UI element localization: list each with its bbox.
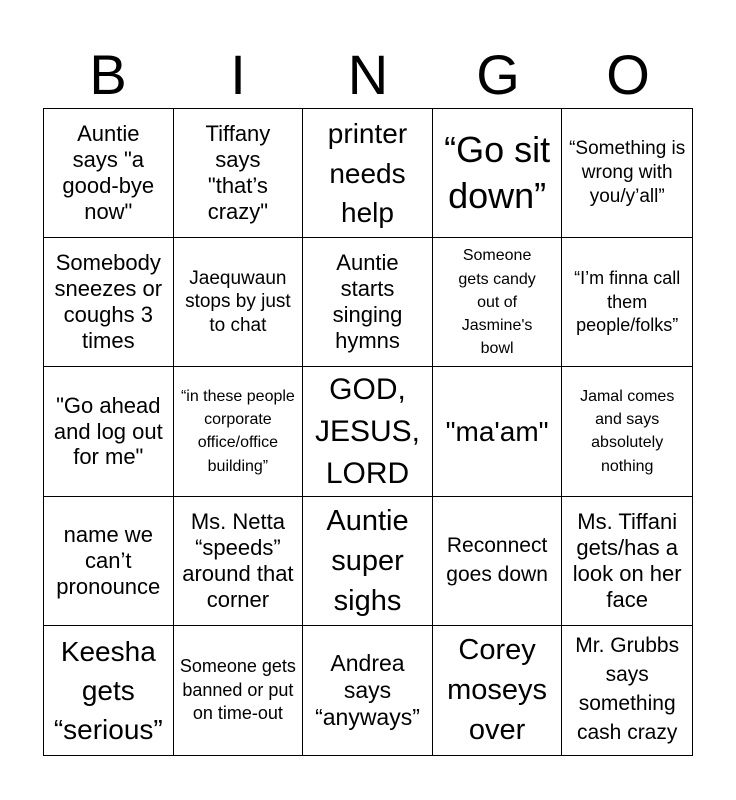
bingo-cell-r1-c1[interactable] — [44, 109, 174, 238]
bingo-cell-text: GOD, JESUS, LORD — [314, 372, 420, 490]
bingo-cell-r3-c2[interactable] — [174, 367, 304, 496]
bingo-cell-r4-c4[interactable] — [433, 497, 563, 626]
header-letter-o: O — [606, 43, 650, 106]
bingo-cell-text: Keesha gets “serious” — [53, 635, 163, 745]
bingo-cell-r1-c5[interactable] — [562, 109, 692, 238]
bingo-cell-r5-c4[interactable] — [433, 626, 563, 755]
bingo-cell-text: Tiffany says "that’s crazy" — [205, 121, 271, 225]
bingo-cell-r5-c2[interactable] — [174, 626, 304, 755]
header-letter-b: B — [89, 43, 127, 106]
bingo-cell-r5-c5[interactable] — [562, 626, 692, 755]
bingo-cell-text: “in these people corporate office/office building” — [180, 388, 295, 475]
header-letter-i: I — [230, 43, 246, 106]
bingo-cell-text: printer needs help — [327, 118, 408, 228]
bingo-cell-text: “Something is wrong with you/y’all” — [569, 138, 686, 207]
bingo-cell-text: name we can’t pronounce — [56, 521, 161, 599]
bingo-card-grid — [43, 108, 693, 756]
bingo-cell-r2-c3[interactable] — [303, 238, 433, 367]
bingo-cell-text: Auntie super sighs — [326, 504, 409, 617]
bingo-cell-text: Someone gets banned or put on time-out — [179, 656, 296, 724]
bingo-cell-r5-c3[interactable] — [303, 626, 433, 755]
bingo-cell-r3-c1[interactable] — [44, 367, 174, 496]
bingo-cell-text: “I’m finna call them people/folks” — [574, 268, 681, 335]
bingo-cell-text: Mr. Grubbs says something cash crazy — [575, 634, 680, 745]
bingo-cell-r2-c4[interactable] — [433, 238, 563, 367]
bingo-cell-text: Auntie starts singing hymns — [332, 250, 403, 354]
bingo-cell-text: Someone gets candy out of Jasmine's bowl — [458, 247, 536, 358]
bingo-cell-r3-c5[interactable] — [562, 367, 692, 496]
bingo-cell-text: Corey moseys over — [447, 634, 548, 747]
bingo-cell-text: "Go ahead and log out for me" — [53, 392, 163, 470]
bingo-cell-r4-c2[interactable] — [174, 497, 304, 626]
bingo-cell-text: "ma'am" — [445, 415, 549, 447]
header-letter-n: N — [347, 43, 389, 106]
bingo-cell-r1-c4[interactable] — [433, 109, 563, 238]
bingo-cell-text: Ms. Tiffani gets/has a look on her face — [572, 508, 682, 612]
bingo-cell-text: Reconnect goes down — [446, 533, 548, 586]
bingo-cell-r2-c1[interactable] — [44, 238, 174, 367]
header-letter-g: G — [476, 43, 520, 106]
bingo-cell-r4-c3[interactable] — [303, 497, 433, 626]
bingo-cell-r5-c1[interactable] — [44, 626, 174, 755]
bingo-cell-r1-c3[interactable] — [303, 109, 433, 238]
bingo-cell-r3-c3[interactable] — [303, 367, 433, 496]
bingo-cell-text: Somebody sneezes or coughs 3 times — [54, 250, 163, 354]
bingo-cell-r2-c2[interactable] — [174, 238, 304, 367]
bingo-cell-text: Jaequwaun stops by just to chat — [185, 267, 291, 337]
bingo-cell-r3-c4[interactable] — [433, 367, 563, 496]
bingo-header — [43, 44, 693, 106]
bingo-cell-r4-c1[interactable] — [44, 497, 174, 626]
bingo-cell-text: “Go sit down” — [444, 129, 551, 217]
bingo-cell-text: Andrea says “anyways” — [315, 649, 420, 730]
bingo-cell-text: Auntie says "a good-bye now" — [62, 121, 155, 225]
bingo-cell-text: Jamal comes and says absolutely nothing — [580, 388, 675, 475]
bingo-cell-r2-c5[interactable] — [562, 238, 692, 367]
bingo-cell-text: Ms. Netta “speeds” around that corner — [182, 508, 294, 612]
bingo-cell-r4-c5[interactable] — [562, 497, 692, 626]
bingo-cell-r1-c2[interactable] — [174, 109, 304, 238]
